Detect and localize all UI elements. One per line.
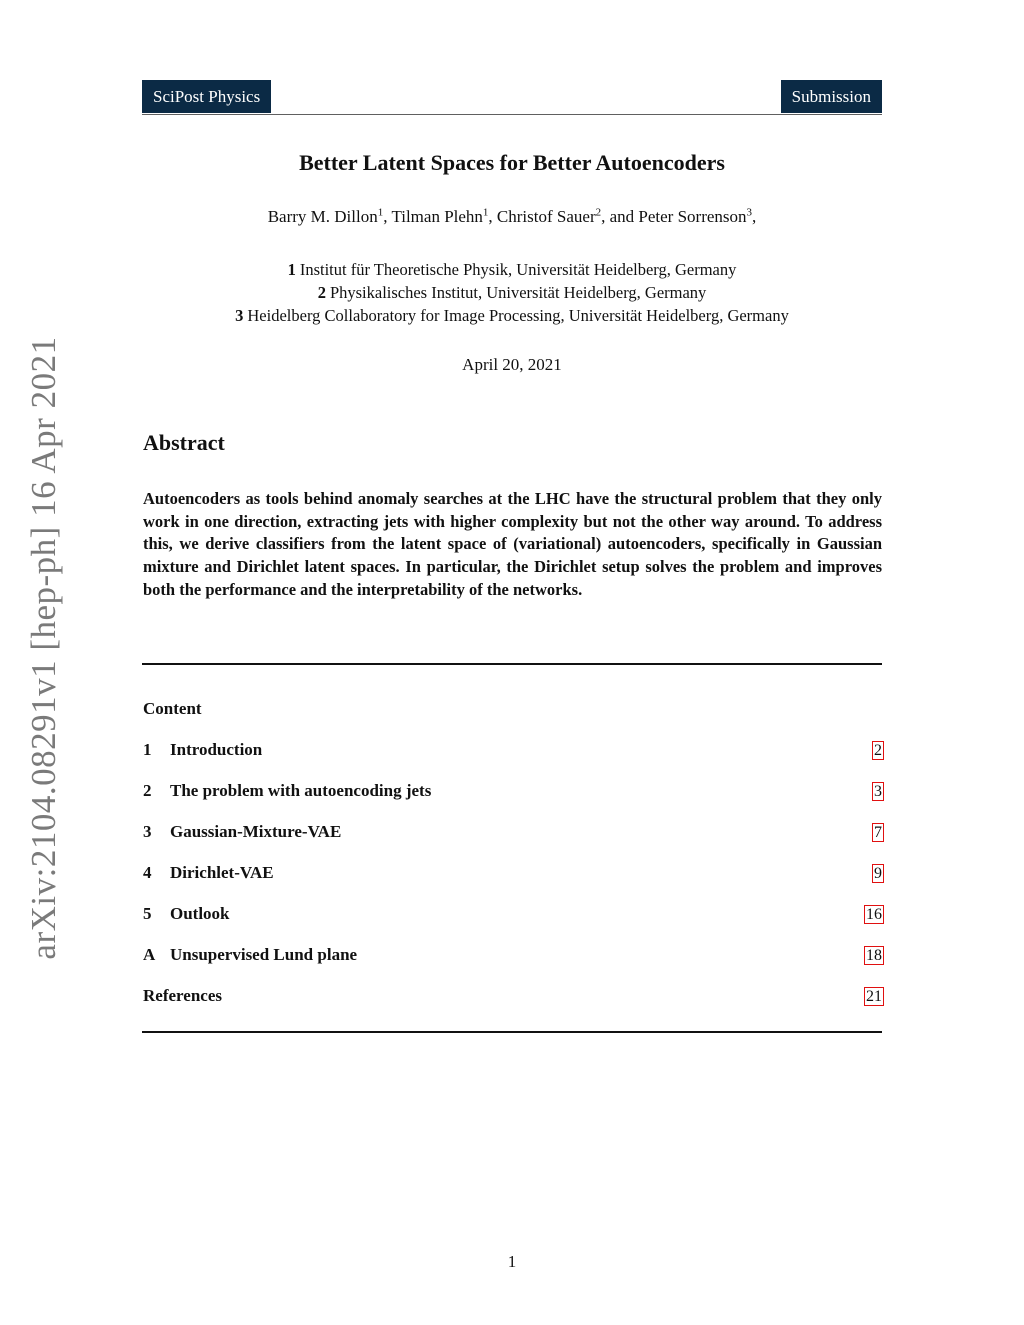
author: Barry M. Dillon$^1$, xyxy=(267,206,392,226)
journal-badge[interactable]: SciPost Physics xyxy=(142,80,271,113)
page-number: 1 xyxy=(507,1252,517,1271)
toc-bottom-rule xyxy=(142,1031,882,1033)
toc-entry-number: 1 xyxy=(143,740,152,759)
toc-entry-number: 3 xyxy=(143,822,152,841)
toc-entry-title: Introduction xyxy=(170,740,263,759)
affiliation: 1 Institut für Theoretische Physik, Universität Heidelberg, Germany xyxy=(287,260,737,279)
toc-page-link[interactable]: 3 xyxy=(874,783,882,800)
journal-header xyxy=(142,80,882,115)
toc-page-link[interactable]: 18 xyxy=(866,947,882,964)
toc-entry-title: Gaussian-Mixture-VAE xyxy=(170,822,342,841)
author: Tilman Plehn$^1$, xyxy=(391,206,497,226)
affiliation: 2 Physikalisches Institut, Universität Heidelberg, Germany xyxy=(317,283,707,302)
toc-entry-number: A xyxy=(143,945,156,964)
toc-entry[interactable] xyxy=(143,986,884,1027)
toc-entry-number: 4 xyxy=(143,863,152,882)
toc-entry[interactable] xyxy=(143,781,884,822)
toc-entry[interactable] xyxy=(143,822,884,863)
author: Peter Sorrenson$^3$, xyxy=(638,206,757,226)
author: Christof Sauer$^2$, and xyxy=(496,206,639,226)
toc-entry[interactable] xyxy=(143,904,884,945)
toc-entry-title: Outlook xyxy=(170,904,230,923)
toc-page-link[interactable]: 7 xyxy=(874,824,882,841)
table-of-contents xyxy=(143,740,884,1027)
toc-page-link[interactable]: 16 xyxy=(866,906,882,923)
affiliation: 3 Heidelberg Collaboratory for Image Processing, Universität Heidelberg, Germany xyxy=(235,306,789,325)
abstract-text: Autoencoders as tools behind anomaly searches at the LHC have the structural problem that they only work in one direction, extracting jets with higher complexity but not the other way around. To address this, we derive classifiers from the latent space of (variational) autoencoders, specifically in Gaussian mixture and Dirichlet latent spaces. In particular, the Dirichlet setup solves the problem and improves both the performance and the interpretability of the networks. xyxy=(143,489,882,599)
submission-badge: Submission xyxy=(781,80,882,113)
toc-page-link[interactable]: 9 xyxy=(874,865,882,882)
toc-heading: Content xyxy=(143,699,202,718)
arxiv-identifier-stamp: arXiv:2104.08291v1 [hep-ph] 16 Apr 2021 xyxy=(24,336,63,960)
toc-entry-title: Unsupervised Lund plane xyxy=(170,945,358,964)
affiliation-list xyxy=(0,258,1024,327)
abstract-heading: Abstract xyxy=(143,430,225,455)
toc-entry[interactable] xyxy=(143,863,884,904)
toc-entry-title: References xyxy=(143,986,222,1005)
toc-entry[interactable] xyxy=(143,945,884,986)
author-list xyxy=(0,206,1024,227)
toc-entry-number: 2 xyxy=(143,781,152,800)
toc-entry-number: 5 xyxy=(143,904,152,923)
publication-date: April 20, 2021 xyxy=(462,355,562,374)
toc-entry-title: Dirichlet-VAE xyxy=(170,863,274,882)
paper-title: Better Latent Spaces for Better Autoencoders xyxy=(299,150,725,175)
toc-page-link[interactable]: 21 xyxy=(866,988,882,1005)
toc-page-link[interactable]: 2 xyxy=(874,742,882,759)
toc-top-rule xyxy=(142,663,882,665)
toc-entry-title: The problem with autoencoding jets xyxy=(170,781,432,800)
toc-entry[interactable] xyxy=(143,740,884,781)
